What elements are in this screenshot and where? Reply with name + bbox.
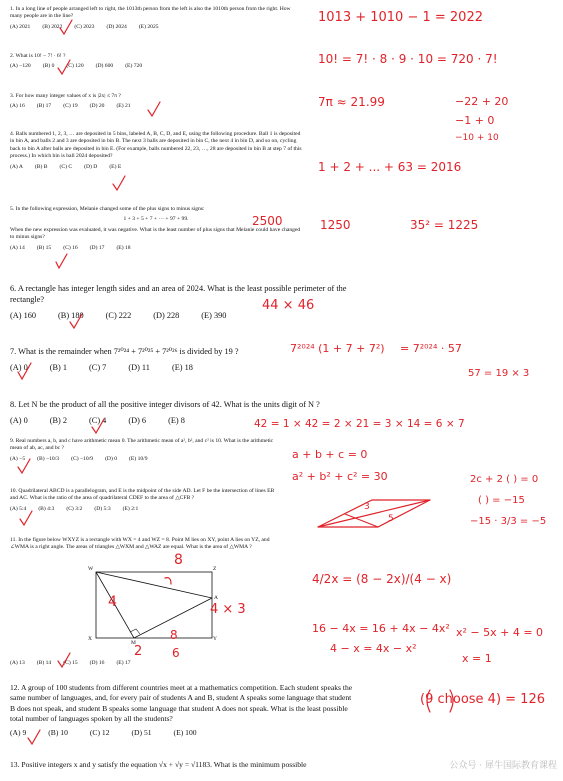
choice: (D) 17 — [89, 244, 105, 251]
choice: (D) 2024 — [106, 23, 127, 30]
handwritten-note-4: −22 + 20 — [455, 95, 509, 108]
choice: (E) 2:1 — [122, 505, 139, 512]
choice: (D) 228 — [153, 311, 180, 321]
label-z: Z — [213, 566, 217, 572]
choice: (D) 51 — [131, 728, 152, 737]
question-text-continued: When the new expression was evaluated, it was negative. What is the least number of plus signs that Melanie could have changed to minus signs? — [10, 226, 301, 241]
sketch-note-2: 5 — [388, 514, 394, 524]
label-x: X — [88, 636, 92, 642]
question-number: 4. — [10, 131, 15, 137]
watermark: 公众号 · 犀牛国际教育课程 — [449, 761, 557, 771]
choice: (D) D — [84, 163, 98, 170]
handwritten-note-6: −10 + 10 — [455, 133, 499, 143]
choice: (C) 2023 — [74, 23, 95, 30]
question-text: Real numbers a, b, and c have arithmetic mean 0. The arithmetic mean of a², b², and c² is 10. What is the arithmetic mean of ab, ac, and bc ? — [10, 438, 274, 452]
handwritten-note-23: 4 − x = 4x − x² — [330, 642, 417, 655]
choice: (B) 1 — [49, 363, 68, 373]
choice: (C) 15 — [63, 660, 78, 666]
choice: (E) 8 — [168, 416, 185, 426]
question-text: In the figure below WXYZ is a rectangle with WX = 4 and WZ = 8. Point M lies on XY, point A lies on YZ, and ∠WMA is a right angle. The areas of triangles △WXM and △WAZ are equal. What is the area of △WMA ? — [10, 537, 270, 551]
choice: (B) B — [34, 163, 48, 170]
question-text: What is 10! − 7! · 6! ? — [15, 53, 66, 59]
choice: (C) 120 — [66, 63, 84, 70]
choice: (E) 100 — [173, 728, 197, 737]
choice: (C) C — [59, 163, 73, 170]
choice: (C) 19 — [63, 103, 78, 110]
figure-note-bottom-2: 8 — [170, 628, 178, 642]
handwritten-note-11: 44 × 46 — [262, 298, 315, 313]
choice: (E) E — [109, 163, 122, 170]
question-text: In a long line of people arranged left to right, the 1013th person from the left is also the 1010th person from the right. How many people are in the line? — [10, 6, 291, 20]
choice: (A) 14 — [10, 244, 25, 251]
choice: (B) 10 — [48, 728, 68, 737]
handwritten-note-13: = 7²⁰²⁴ · 57 — [400, 342, 462, 355]
choice: (E) 2025 — [138, 23, 159, 30]
choice: (B) 2022 — [42, 23, 63, 30]
handwritten-note-16: a + b + c = 0 — [292, 448, 368, 461]
handwritten-note-21: 4/2x = (8 − 2x)/(4 − x) — [312, 572, 452, 586]
handwritten-note-14: 57 = 19 × 3 — [468, 368, 530, 379]
choice: (A) 9 — [10, 728, 27, 737]
choice: (B) 2 — [49, 416, 68, 426]
choice: (A) −5 — [10, 455, 26, 462]
label-a: A — [214, 595, 218, 601]
question-text: A group of 100 students from different countries meet at a mathematics competition. Each student speaks the same number of languages, and, for every pair of students A and B, student A speaks some language that student B does not speak, and student B speaks some language that student A does not speak. What is the least possible total number of languages spoken by all the students? — [10, 683, 353, 723]
handwritten-note-3: 7π ≈ 21.99 — [318, 95, 385, 109]
choice: (A) −120 — [10, 63, 31, 70]
figure-note-bottom-3: 6 — [172, 646, 180, 660]
question-number: 2. — [10, 53, 15, 59]
handwritten-note-19: ( ) = −15 — [478, 495, 525, 506]
choice: (E) 390 — [201, 311, 227, 321]
question-number: 8. — [10, 400, 17, 409]
handwritten-note-7: 1 + 2 + ... + 63 = 2016 — [318, 160, 462, 174]
question-number: 11. — [10, 537, 17, 543]
figure-note-top: 8 — [174, 552, 183, 568]
question-text: Let N be the product of all the positive integer divisors of 42. What is the units digit of N ? — [18, 400, 320, 409]
question-number: 12. — [10, 683, 20, 692]
choice: (D) 6 — [128, 416, 147, 426]
choice: (D) 16 — [89, 660, 105, 666]
question-text: Balls numbered 1, 2, 3, … are deposited in 5 bins, labeled A, B, C, D, and E, using the following procedure. Ball 1 is deposited in bin A, and balls 2 and 3 are deposited in bin B. The next 3 balls are deposited in bin C, the next 4 in bin D, and so on, cycling back to bin A after balls are deposited in bin E. (For example, balls numbered 22, 23, …, 28 are deposited in bin B at step 7 of this process.) In which bin is ball 2024 deposited? — [10, 131, 302, 160]
choice: (C) 16 — [63, 244, 78, 251]
figure-note-left: 4 — [108, 594, 117, 610]
handwritten-note-9: 1250 — [320, 218, 351, 232]
choice: (E) 18 — [171, 363, 193, 373]
sketch-note-1: 3 — [364, 502, 370, 512]
question-number: 5. — [10, 206, 15, 212]
choice: (D) 5:3 — [94, 505, 111, 512]
label-y: Y — [213, 636, 217, 642]
handwritten-note-8: 2500 — [252, 214, 283, 228]
label-m: M — [131, 640, 136, 646]
choice: (D) 20 — [89, 103, 105, 110]
handwritten-note-17: a² + b² + c² = 30 — [292, 470, 388, 483]
question-number: 10. — [10, 488, 17, 494]
handwritten-note-26: (9 choose 4) = 126 — [420, 692, 545, 707]
handwritten-note-5: −1 + 0 — [455, 114, 495, 127]
handwritten-note-24: x² − 5x + 4 = 0 — [456, 626, 544, 639]
question-number: 6. — [10, 284, 17, 293]
choice: (B) 4:3 — [38, 505, 55, 512]
label-w: W — [88, 566, 94, 572]
choice: (D) 11 — [128, 363, 150, 373]
choice: (C) 222 — [105, 311, 132, 321]
choice: (B) 180 — [58, 311, 84, 321]
choice: (B) 0 — [42, 63, 55, 70]
handwritten-note-10: 35² = 1225 — [410, 218, 479, 232]
handwritten-note-12: 7²⁰²⁴ (1 + 7 + 7²) — [290, 342, 385, 355]
expression: 1 + 3 + 5 + 7 + ··· + 97 + 99. — [123, 216, 189, 223]
choice: (A) 160 — [10, 311, 37, 321]
handwritten-note-20: −15 · 3/3 = −5 — [470, 516, 547, 527]
choice: (A) A — [10, 163, 23, 170]
handwritten-note-15: 42 = 1 × 42 = 2 × 21 = 3 × 14 = 6 × 7 — [254, 418, 465, 430]
handwritten-note-18: 2c + 2 ( ) = 0 — [470, 474, 539, 485]
handwritten-note-1: 1013 + 1010 − 1 = 2022 — [318, 10, 483, 25]
question-text: A rectangle has integer length sides and an area of 2024. What is the least possible perimeter of the rectangle? — [10, 284, 347, 305]
choice: (A) 13 — [10, 660, 25, 666]
choice: (E) 18 — [116, 244, 131, 251]
question-text: In the following expression, Melanie changed some of the plus signs to minus signs: — [15, 206, 205, 212]
choice: (B) 14 — [36, 660, 52, 666]
choice: (D) 0 — [105, 455, 118, 462]
choice: (E) 17 — [116, 660, 131, 666]
choice: (E) 10/9 — [129, 455, 148, 462]
choice: (B) −10/3 — [37, 455, 60, 462]
question-number: 13. — [10, 760, 20, 769]
choice: (A) 16 — [10, 103, 25, 110]
handwritten-note-2: 10! = 7! · 8 · 9 · 10 = 720 · 7! — [318, 52, 498, 66]
question-text: What is the remainder when 7²⁰²⁴ + 7²⁰²⁵ + 7²⁰²⁶ is divided by 19 ? — [18, 347, 239, 356]
choice: (A) 0 — [10, 416, 28, 426]
choice: (C) 3:2 — [66, 505, 83, 512]
handwritten-note-22: 16 − 4x = 16 + 4x − 4x² — [312, 622, 450, 635]
choice: (B) 17 — [36, 103, 52, 110]
choice: (A) 2021 — [10, 23, 31, 30]
choice: (A) 0 — [10, 363, 28, 373]
choice: (C) −10/9 — [71, 455, 94, 462]
choice: (C) 12 — [89, 728, 110, 737]
question-number: 3. — [10, 93, 15, 99]
question-text: For how many integer values of x is |2x| ≤ 7π ? — [15, 93, 121, 99]
choice: (E) 720 — [125, 63, 143, 70]
figure-note-bottom-1: 2 — [134, 644, 143, 659]
question-number: 9. — [10, 438, 15, 444]
choice: (C) 7 — [89, 363, 107, 373]
question-number: 1. — [10, 6, 15, 12]
figure-note-right: 4 × 3 — [210, 602, 246, 617]
choice: (A) 5:4 — [10, 505, 27, 512]
question-number: 7. — [10, 347, 17, 356]
question-text: Positive integers x and y satisfy the equation √x + √y = √1183. What is the minimum possible — [21, 760, 307, 769]
question-text: Quadrilateral ABCD is a parallelogram, and E is the midpoint of the side AD. Let F be the intersection of lines EB and AC. What is the ratio of the area of quadrilateral CDEF to the area of △CFB ? — [10, 488, 275, 502]
choice: (B) 15 — [36, 244, 52, 251]
choice: (C) 4 — [89, 416, 107, 426]
choice: (D) 600 — [95, 63, 114, 70]
choice: (E) 21 — [116, 103, 131, 110]
handwritten-note-25: x = 1 — [462, 652, 492, 665]
